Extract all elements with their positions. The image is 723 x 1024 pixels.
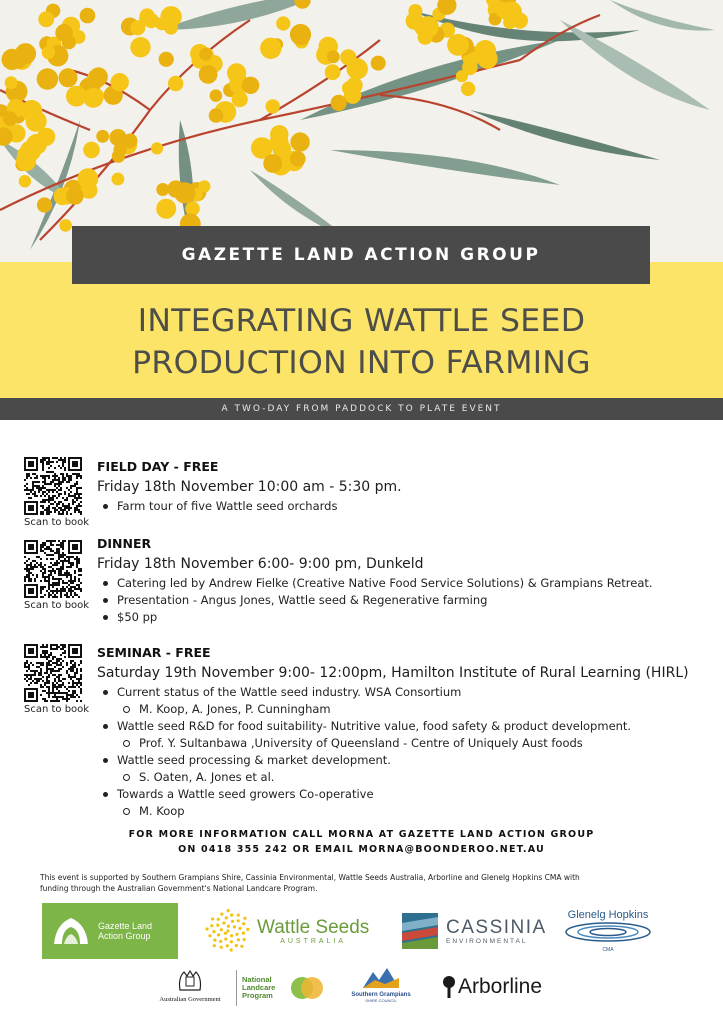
wattle-bloom xyxy=(408,4,422,18)
wattle-logo-dot xyxy=(230,934,233,937)
wattle-logo-dot xyxy=(230,914,233,917)
wattle-logo-dot xyxy=(230,948,233,951)
list-item: Current status of the Wattle seed industry. WSA Consortium xyxy=(97,684,717,701)
glenelg-logo-sub: CMA xyxy=(602,947,614,953)
wattle-logo-dot xyxy=(242,922,245,925)
wattle-logo-dot xyxy=(237,914,240,917)
wattle-bloom xyxy=(80,8,96,24)
scan-to-book-label: Scan to book xyxy=(24,517,90,528)
wattle-logo-dot xyxy=(243,917,246,920)
scan-to-book-label: Scan to book xyxy=(24,600,90,611)
list-item: Towards a Wattle seed growers Co-operative xyxy=(97,786,717,803)
wattle-bloom xyxy=(263,154,282,173)
wattle-bloom xyxy=(59,219,72,232)
wattle-logo-dot xyxy=(227,909,230,912)
wattle-bloom xyxy=(21,100,42,121)
wattle-bloom xyxy=(327,50,340,63)
landcare-logo-text: National Landcare Program xyxy=(242,975,276,1000)
wattle-bloom xyxy=(19,175,31,187)
southern-grampians-shire-logo[interactable] xyxy=(350,966,412,1010)
wattle-bloom xyxy=(37,68,58,89)
wattle-bloom xyxy=(290,132,309,151)
cassinia-logo-sub: ENVIRONMENTAL xyxy=(446,937,528,945)
wattle-bloom xyxy=(2,49,23,70)
wattle-logo-dot xyxy=(216,924,219,927)
wattle-branch-artwork xyxy=(0,0,723,262)
wattle-bloom xyxy=(462,60,478,76)
wattle-bloom xyxy=(66,187,84,205)
tree-icon xyxy=(442,975,456,999)
wattle-bloom xyxy=(38,11,54,27)
qr-code-icon xyxy=(24,644,82,702)
event-datetime: Friday 18th November 6:00- 9:00 pm, Dunkeld xyxy=(97,556,424,572)
wattle-logo-dot xyxy=(224,937,227,940)
qr-code-dinner[interactable] xyxy=(24,540,82,598)
wattle-logo-dot xyxy=(226,944,229,947)
wattle-bloom xyxy=(325,64,341,80)
list-item: Wattle seed processing & market development. xyxy=(97,752,717,769)
wattle-bloom xyxy=(461,82,475,96)
wattle-bloom xyxy=(475,40,497,62)
wattle-bloom xyxy=(59,68,78,87)
arborline-logo-name: Arborline xyxy=(458,975,543,998)
wattle-logo-dot xyxy=(227,925,230,928)
water-ripple-icon xyxy=(563,921,653,943)
support-line-2: funding through the Australian Government's National Landcare Program. xyxy=(40,884,318,893)
contact-info xyxy=(0,827,723,857)
wattle-bloom xyxy=(199,48,212,61)
qr-code-field-day[interactable] xyxy=(24,457,82,515)
wattle-bloom xyxy=(185,201,200,216)
wattle-bloom xyxy=(512,13,528,29)
arborline-logo[interactable] xyxy=(442,972,572,1002)
wattle-logo-dot xyxy=(213,944,216,947)
wattle-bloom xyxy=(5,76,18,89)
wattle-bloom xyxy=(62,35,76,49)
cassinia-landscape-icon xyxy=(402,913,438,949)
wattle-logo-dot xyxy=(210,924,213,927)
wattle-bloom xyxy=(83,142,100,159)
wattle-logo-dot xyxy=(242,932,245,935)
wattle-bloom xyxy=(168,76,183,91)
wattle-logo-dot xyxy=(222,921,225,924)
wattle-logo-dot xyxy=(237,919,240,922)
group-name-banner xyxy=(72,226,650,284)
sub-list-item: M. Koop, A. Jones, P. Cunningham xyxy=(97,701,717,718)
event-title: DINNER xyxy=(97,536,152,551)
wattle-logo-dot xyxy=(230,940,233,943)
tagline-banner xyxy=(0,398,723,420)
wattle-bloom xyxy=(37,197,52,212)
support-statement xyxy=(40,872,640,894)
cassinia-logo-name: CASSINIA xyxy=(446,916,547,938)
glenelg-hopkins-cma-logo[interactable] xyxy=(558,909,658,955)
wattle-bloom xyxy=(242,77,259,94)
group-name: GAZETTE LAND ACTION GROUP xyxy=(181,245,541,265)
wattle-bloom xyxy=(276,16,290,30)
national-landcare-program-logo[interactable] xyxy=(236,970,328,1006)
gazette-land-action-group-logo[interactable] xyxy=(42,903,178,959)
list-item: Farm tour of five Wattle seed orchards xyxy=(97,498,717,515)
scan-to-book-label: Scan to book xyxy=(24,704,90,715)
event-seminar xyxy=(97,644,717,820)
support-line-1: This event is supported by Southern Grampians Shire, Cassinia Environmental, Wattle Seeds Australia, Arborline and Glenelg Hopkins CMA with xyxy=(40,873,580,882)
ausgov-logo-text: Australian Government xyxy=(159,996,221,1003)
hands-land-icon xyxy=(52,914,90,948)
wattle-bloom xyxy=(347,58,368,79)
qr-code-seminar[interactable] xyxy=(24,644,82,702)
wattle-bloom xyxy=(266,99,280,113)
wattle-bloom xyxy=(123,134,138,149)
landcare-leaf-icon xyxy=(290,973,324,1003)
wattle-seeds-australia-logo[interactable] xyxy=(205,906,375,956)
wattle-bloom xyxy=(198,180,210,192)
wattle-logo-dot xyxy=(212,930,215,933)
wattle-bloom xyxy=(96,130,109,143)
wattle-bloom xyxy=(294,0,310,9)
wattle-bloom xyxy=(159,52,174,67)
sub-list-item: S. Oaten, A. Jones et al. xyxy=(97,769,717,786)
event-datetime: Friday 18th November 10:00 am - 5:30 pm. xyxy=(97,479,402,495)
list-item: Catering led by Andrew Fielke (Creative Native Food Service Solutions) & Grampians Retreat. xyxy=(97,575,717,592)
contact-line-2[interactable]: ON 0418 355 242 OR EMAIL MORNA@BOONDEROO.NET.AU xyxy=(178,844,545,855)
wattle-logo-dot xyxy=(243,938,246,941)
list-item: $50 pp xyxy=(97,609,717,626)
wattle-logo-dot xyxy=(206,927,209,930)
event-details-list xyxy=(97,684,717,820)
wattle-logo-dot xyxy=(220,928,223,931)
wattle-logo-dot xyxy=(217,933,220,936)
wattle-bloom xyxy=(270,132,289,151)
wattle-logo-dot xyxy=(224,932,227,935)
wattle-logo-dot xyxy=(235,933,238,936)
wattle-bloom xyxy=(151,142,163,154)
title-line-1: INTEGRATING WATTLE SEED xyxy=(137,303,586,339)
title-line-2: PRODUCTION INTO FARMING xyxy=(132,345,591,381)
wattle-bloom xyxy=(290,24,311,45)
wattle-logo-dot xyxy=(225,916,228,919)
wattle-logo-dot xyxy=(237,938,240,941)
wattle-bloom xyxy=(42,46,55,59)
wattle-bloom xyxy=(495,2,511,18)
wattle-bloom xyxy=(331,95,347,111)
event-field-day xyxy=(97,458,717,515)
wattle-bloom xyxy=(16,151,36,171)
wattle-logo-dot xyxy=(208,934,211,937)
wattle-logo-dot xyxy=(240,945,243,948)
wattle-bloom xyxy=(37,128,55,146)
glenelg-logo-name: Glenelg Hopkins xyxy=(567,909,649,921)
wattle-flower-icon xyxy=(205,908,251,954)
wattle-bloom xyxy=(130,37,150,57)
wattle-illustration xyxy=(0,0,723,262)
wattle-bloom xyxy=(447,34,469,56)
event-details-list xyxy=(97,498,717,515)
qr-code-icon xyxy=(24,540,82,598)
wattle-logo-dot xyxy=(235,944,238,947)
sgsc-logo-name: Southern Grampians xyxy=(351,992,411,998)
sgsc-logo-sub: SHIRE COUNCIL xyxy=(365,998,397,1003)
wattle-logo-dot xyxy=(231,920,234,923)
wattle-bloom xyxy=(210,89,223,102)
wattle-bloom xyxy=(209,108,224,123)
wattle-bloom xyxy=(140,8,155,23)
wattle-logo-dot xyxy=(220,946,223,949)
australian-government-logo[interactable] xyxy=(150,968,230,1008)
coat-of-arms-icon xyxy=(175,968,205,992)
event-datetime: Saturday 19th November 9:00- 12:00pm, Hamilton Institute of Rural Learning (HIRL) xyxy=(97,665,689,681)
qr-code-icon xyxy=(24,457,82,515)
wattle-logo-dot xyxy=(213,939,216,942)
wattle-bloom xyxy=(112,173,125,186)
event-dinner xyxy=(97,535,717,626)
wattle-logo-dot xyxy=(219,940,222,943)
wattle-bloom xyxy=(89,67,108,86)
wattle-logo-dot xyxy=(226,929,229,932)
mountains-icon xyxy=(363,966,399,988)
wattle-bloom xyxy=(164,21,178,35)
wattle-logo-dot xyxy=(233,925,236,928)
wattle-logo-name: Wattle Seeds xyxy=(257,916,370,938)
glag-logo-text: Gazette Land Action Group xyxy=(98,921,153,941)
wattle-bloom xyxy=(174,182,195,203)
wattle-bloom xyxy=(371,56,386,71)
wattle-bloom xyxy=(260,38,281,59)
list-item: Presentation - Angus Jones, Wattle seed & Regenerative farming xyxy=(97,592,717,609)
wattle-bloom xyxy=(111,73,129,91)
tagline: A TWO-DAY FROM PADDOCK TO PLATE EVENT xyxy=(221,404,502,414)
wattle-bloom xyxy=(130,20,145,35)
wattle-bloom xyxy=(199,65,218,84)
sub-list-item: Prof. Y. Sultanbawa ,University of Queensland - Centre of Uniquely Aust foods xyxy=(97,735,717,752)
wattle-bloom xyxy=(112,150,125,163)
contact-line-1: FOR MORE INFORMATION CALL MORNA AT GAZETTE LAND ACTION GROUP xyxy=(128,829,595,840)
event-title: SEMINAR - FREE xyxy=(97,645,211,660)
wattle-bloom xyxy=(156,199,176,219)
wattle-logo-dot xyxy=(238,927,241,930)
cassinia-environmental-logo[interactable] xyxy=(402,911,552,951)
page-title xyxy=(0,300,723,384)
wattle-logo-dot xyxy=(220,913,223,916)
wattle-logo-dot xyxy=(217,918,220,921)
wattle-bloom xyxy=(342,81,356,95)
wattle-logo-dot xyxy=(246,928,249,931)
wattle-bloom xyxy=(415,23,427,35)
event-details-list xyxy=(97,575,717,626)
wattle-bloom xyxy=(156,183,169,196)
wattle-logo-sub: AUSTRALIA xyxy=(280,937,347,945)
wattle-bloom xyxy=(290,151,306,167)
event-title: FIELD DAY - FREE xyxy=(97,459,219,474)
sub-list-item: M. Koop xyxy=(97,803,717,820)
wattle-bloom xyxy=(3,111,18,126)
wattle-bloom xyxy=(89,89,104,104)
list-item: Wattle seed R&D for food suitability- Nutritive value, food safety & product development. xyxy=(97,718,717,735)
wattle-logo-dot xyxy=(211,917,214,920)
